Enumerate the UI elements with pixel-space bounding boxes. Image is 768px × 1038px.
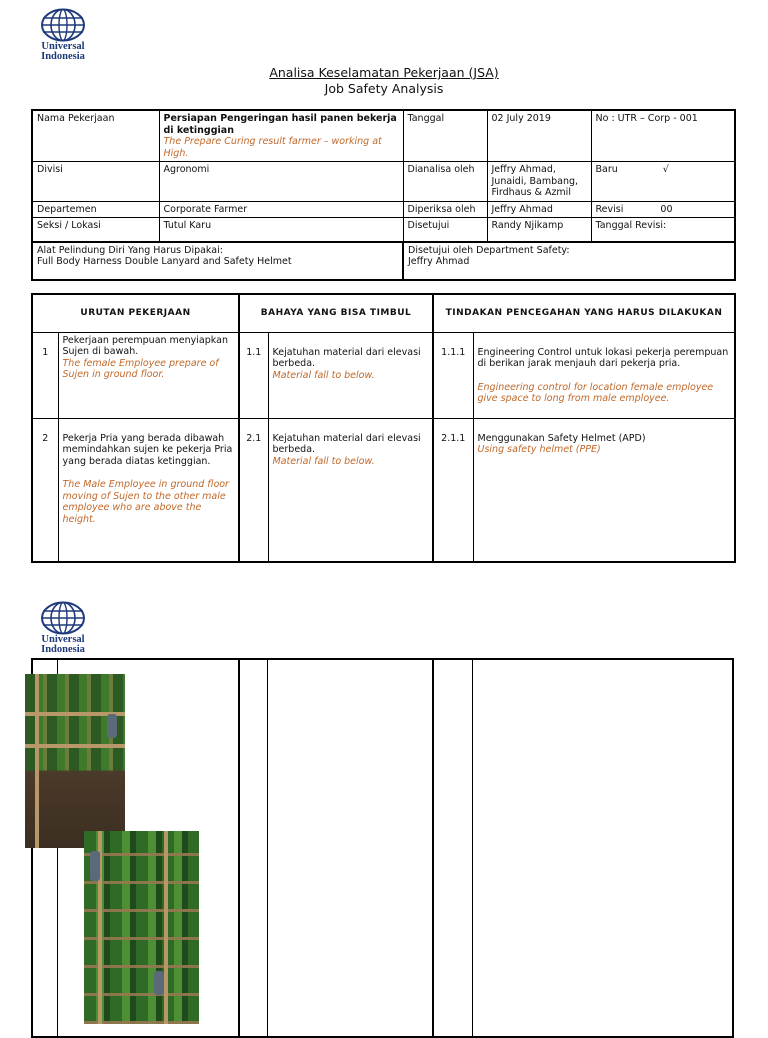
work-photo-1 xyxy=(25,674,125,848)
divisi-value: Agronomi xyxy=(159,162,403,202)
nama-cell xyxy=(159,110,403,162)
hazard-text: Kejatuhan material dari elevasi berbeda. xyxy=(272,346,421,369)
apd-value: Full Body Harness Double Lanyard and Safety Helmet xyxy=(37,256,292,267)
row-number: 1 xyxy=(32,332,58,418)
control-text-en: Using safety helmet (PPE) xyxy=(477,444,601,455)
nama-value: Persiapan Pengeringan hasil panen bekerja di ketinggian xyxy=(163,113,397,136)
hazard-cell xyxy=(268,418,433,562)
disetujui-label: Disetujui xyxy=(403,218,487,242)
doc-number: No : UTR – Corp - 001 xyxy=(591,110,735,162)
logo-text-line1: Universal xyxy=(41,634,85,645)
control-text: Engineering Control untuk lokasi pekerja perempuan di berikan jarak menjauh dari pekerja pria. xyxy=(477,346,729,369)
logo-text-line2: Indonesia xyxy=(41,644,85,655)
departemen-label: Departemen xyxy=(32,201,159,218)
check-icon: √ xyxy=(662,164,669,175)
apd-label: Alat Pelindung Diri Yang Harus Dipakai: xyxy=(37,244,223,256)
task-text: Pekerjaan perempuan menyiapkan Sujen di bawah. xyxy=(62,334,228,357)
company-logo xyxy=(33,8,93,62)
divisi-label: Divisi xyxy=(32,162,159,202)
row-number: 2 xyxy=(32,418,58,562)
page-subtitle: Job Safety Analysis xyxy=(324,81,444,96)
seksi-value: Tutul Karu xyxy=(159,218,403,242)
nama-label: Nama Pekerjaan xyxy=(32,110,159,162)
control-cell xyxy=(473,332,735,418)
header-urutan: URUTAN PEKERJAAN xyxy=(32,294,239,332)
table-row xyxy=(32,418,735,562)
apd-cell xyxy=(32,242,403,280)
revisi-cell xyxy=(591,201,735,218)
task-cell xyxy=(58,418,239,562)
revisi-label: Revisi xyxy=(595,203,624,215)
hazard-cell xyxy=(268,332,433,418)
control-number: 2.1.1 xyxy=(433,418,473,562)
departemen-value: Corporate Farmer xyxy=(159,201,403,218)
disetujui-value: Randy Njikamp xyxy=(487,218,591,242)
diperiksa-label: Diperiksa oleh xyxy=(403,201,487,218)
jsa-table xyxy=(31,293,736,563)
control-text-en: Engineering control for location female employee give space to long from male employee. xyxy=(477,381,714,404)
hazard-text-en: Material fall to below. xyxy=(272,455,375,467)
control-text: Menggunakan Safety Helmet (APD) xyxy=(477,432,646,444)
seksi-label: Seksi / Lokasi xyxy=(32,218,159,242)
globe-icon xyxy=(40,8,86,42)
task-text-en: The Male Employee in ground floor moving of Sujen to the other male employee who are above the height. xyxy=(62,479,229,525)
control-number: 1.1.1 xyxy=(433,332,473,418)
hazard-number: 2.1 xyxy=(239,418,268,562)
info-table xyxy=(31,109,736,281)
dianalisa-value: Jeffry Ahmad, Junaidi, Bambang, Firdhaus & Azmil xyxy=(487,162,591,202)
hazard-text-en: Material fall to below. xyxy=(272,369,375,381)
diperiksa-value: Jeffry Ahmad xyxy=(487,201,591,218)
dept-safety-label: Disetujui oleh Department Safety: xyxy=(408,244,570,256)
baru-cell xyxy=(591,162,735,202)
logo-text-line1: Universal xyxy=(41,41,85,52)
dept-safety-value: Jeffry Ahmad xyxy=(408,256,470,267)
logo-text-line2: Indonesia xyxy=(41,51,85,62)
header-bahaya: BAHAYA YANG BISA TIMBUL xyxy=(239,294,433,332)
task-text: Pekerja Pria yang berada dibawah memindahkan sujen ke pekerja Pria yang berada diatas ketinggian. xyxy=(62,432,233,467)
page-title: Analisa Keselamatan Pekerjaan (JSA) xyxy=(269,65,499,80)
nama-en: The Prepare Curing result farmer – working at High. xyxy=(163,136,382,159)
control-cell xyxy=(473,418,735,562)
baru-label: Baru xyxy=(595,164,618,175)
tanggal-value: 02 July 2019 xyxy=(487,110,591,162)
dianalisa-label: Dianalisa oleh xyxy=(403,162,487,202)
dept-safety-cell xyxy=(403,242,735,280)
hazard-number: 1.1 xyxy=(239,332,268,418)
work-photo-2 xyxy=(84,831,199,1024)
table-row xyxy=(32,332,735,418)
hazard-text: Kejatuhan material dari elevasi berbeda. xyxy=(272,432,421,455)
globe-icon xyxy=(40,601,86,635)
tanggal-revisi-label: Tanggal Revisi: xyxy=(591,218,735,242)
tanggal-label: Tanggal xyxy=(403,110,487,162)
revisi-value: 00 xyxy=(660,203,673,215)
company-logo-page2 xyxy=(33,601,93,655)
task-text-en: The female Employee prepare of Sujen in ground floor. xyxy=(62,357,219,380)
task-cell xyxy=(58,332,239,418)
header-tindakan: TINDAKAN PENCEGAHAN YANG HARUS DILAKUKAN xyxy=(433,294,735,332)
